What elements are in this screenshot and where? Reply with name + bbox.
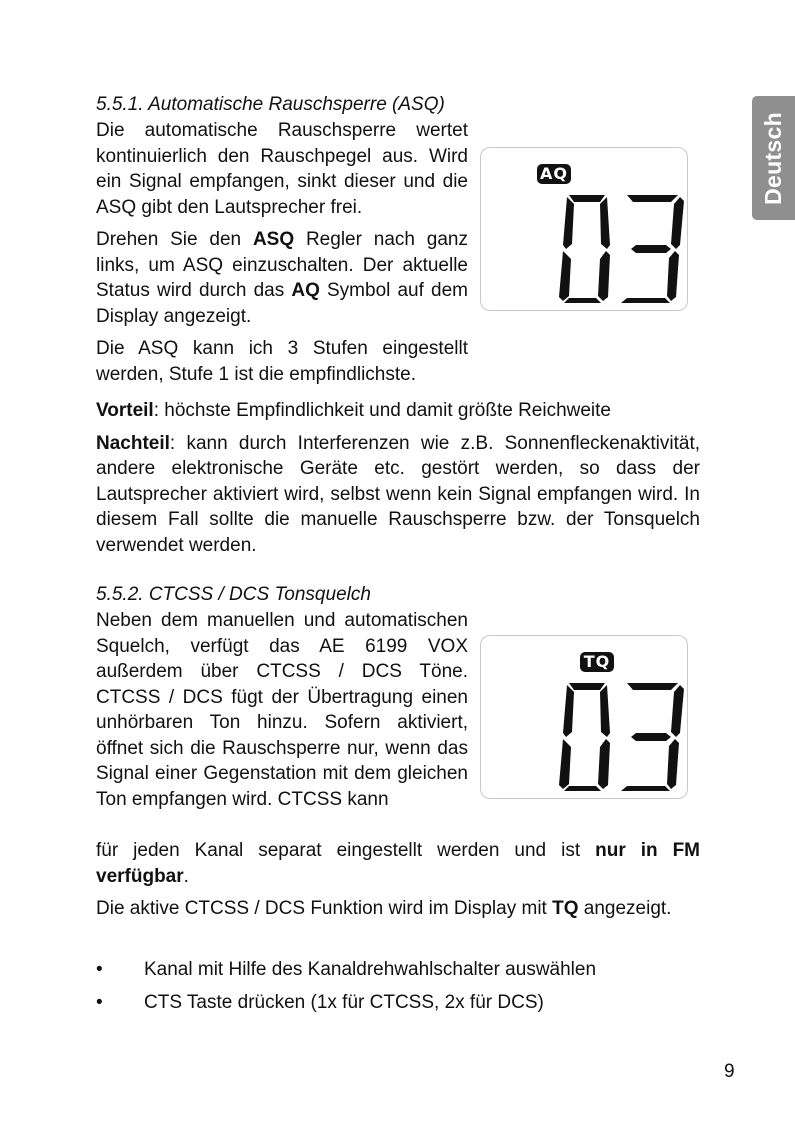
asq-para-2: Drehen Sie den ASQ Regler nach ganz links, um ASQ einzuschalten. Der aktuelle Status wird durch das AQ Symbol auf dem Display angezeigt. — [96, 229, 468, 327]
language-tab — [752, 96, 795, 220]
section-ctcss-heading: 5.5.2. CTCSS / DCS Tonsquelch — [96, 584, 371, 605]
lcd-digits-03 — [481, 148, 687, 310]
lcd-display-aq — [480, 147, 688, 311]
page-number: 9 — [724, 1061, 735, 1082]
section-ctcss-heading-block — [96, 582, 700, 608]
list-item-text: Kanal mit Hilfe des Kanaldrehwahlschalter auswählen — [144, 959, 597, 980]
tq-symbol: TQ — [580, 652, 614, 672]
lcd-digits-03 — [481, 636, 687, 798]
section-asq-pros-cons — [96, 398, 700, 558]
disadvantage-paragraph: Nachteil: kann durch Interferenzen wie z.B. Sonnenfleckenaktivität, andere elektronische Geräte etc. gestört werden, so dass der Lautsprecher aktiviert wird, selbst wenn kein Signal empfangen wird. In diesem Fall sollte die manuelle Rauschsperre bzw. der Tonsquelch verwendet werden. — [96, 432, 700, 556]
ctcss-para-1-wrapped: Neben dem manuellen und automatischen Squelch, verfügt das AE 6199 VOX außerdem über CTCSS / DCS Töne. CTCSS / DCS fügt der Übertragung einen unhörbaren Ton hinzu. Sofern aktiviert, öffnet sich die Rauschsperre nur, wenn das Signal einer Gegenstation mit dem gleichen Ton empfangen wird. CTCSS kann — [96, 610, 468, 810]
section-ctcss-intro — [96, 608, 468, 812]
section-asq-heading-block — [96, 92, 700, 118]
asq-para-1: Die automatische Rauschsperre wertet kontinuierlich den Rauschpegel aus. Wird ein Signal empfangen, sinkt dieser und die ASQ gibt den Lautsprecher frei. — [96, 120, 468, 218]
asq-para-3: Die ASQ kann ich 3 Stufen eingestellt werden, Stufe 1 ist die empfindlichste. — [96, 338, 468, 385]
section-ctcss-body — [96, 838, 700, 922]
aq-symbol: AQ — [537, 164, 571, 184]
lcd-display-tq — [480, 635, 688, 799]
ctcss-para-2: Die aktive CTCSS / DCS Funktion wird im Display mit TQ angezeigt. — [96, 898, 672, 919]
section-asq-intro — [96, 118, 468, 387]
language-tab-label: Deutsch — [760, 111, 786, 205]
bullet-marker: • — [96, 992, 103, 1013]
advantage-line: Vorteil: höchste Empfindlichkeit und damit größte Reichweite — [96, 400, 611, 421]
list-item-text: CTS Taste drücken (1x für CTCSS, 2x für DCS) — [144, 992, 544, 1013]
section-asq-heading: 5.5.1. Automatische Rauschsperre (ASQ) — [96, 94, 445, 115]
bullet-marker: • — [96, 959, 103, 980]
ctcss-para-1-continued: für jeden Kanal separat eingestellt werden und ist nur in FM verfügbar. — [96, 840, 701, 887]
